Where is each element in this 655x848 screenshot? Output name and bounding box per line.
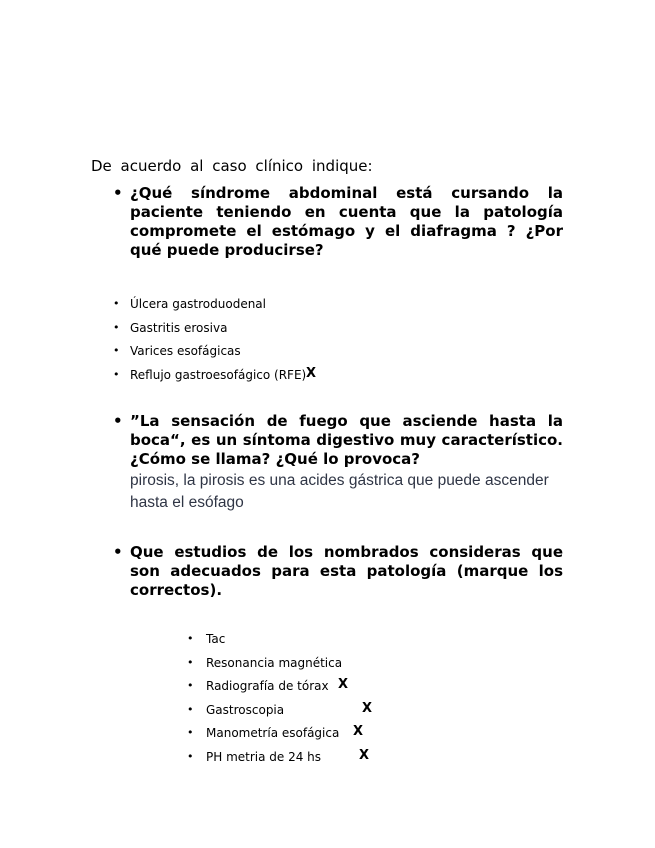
- option-label: Gastritis erosiva: [130, 320, 228, 335]
- option-label: Resonancia magnética: [206, 655, 343, 670]
- option-label: Tac: [206, 632, 226, 646]
- option-label: Úlcera gastroduodenal: [130, 297, 266, 311]
- bullet-icon: •: [113, 543, 123, 561]
- bullet-icon: •: [113, 297, 120, 310]
- question-1-text: ¿Qué síndrome abdominal está cursando la paciente teniendo en cuenta que la patología compromete el estómago y el diafragma ? ¿Por qué puede producirse?: [130, 184, 563, 259]
- answer-text: pirosis, la pirosis es una acides gástrica que puede ascender hasta el esófago: [130, 472, 549, 511]
- bullet-icon: •: [113, 367, 120, 381]
- option-label: Varices esofágicas: [130, 344, 241, 358]
- option-label: PH metria de 24 hs: [206, 749, 322, 764]
- bullet-icon: •: [187, 679, 194, 692]
- bullet-icon: •: [187, 726, 194, 739]
- option-label: Gastroscopia: [206, 702, 285, 717]
- check-mark: X: [306, 365, 317, 381]
- bullet-icon: •: [113, 344, 120, 357]
- option-label: Reflujo gastroesofágico (RFE): [130, 367, 307, 382]
- check-mark: X: [353, 724, 364, 739]
- bullet-icon: •: [187, 749, 194, 763]
- check-mark: X: [362, 700, 373, 716]
- bullet-icon: •: [113, 184, 123, 202]
- question-2: [113, 412, 563, 514]
- check-mark: X: [359, 747, 370, 763]
- bullet-icon: •: [187, 702, 194, 716]
- option-label: Manometría esofágica: [206, 726, 340, 740]
- intro-text: De acuerdo al caso clínico indique:: [91, 157, 373, 175]
- check-mark: X: [338, 677, 349, 692]
- option-label: Radiografía de tórax: [206, 679, 329, 693]
- question-3: [113, 543, 563, 600]
- bullet-icon: •: [113, 320, 120, 334]
- bullet-icon: •: [187, 655, 194, 669]
- question-1: [113, 184, 563, 260]
- bullet-icon: •: [113, 412, 123, 430]
- bullet-icon: •: [187, 632, 194, 645]
- question-2-text: ”La sensación de fuego que asciende hasta la boca“, es un síntoma digestivo muy característico. ¿Cómo se llama? ¿Qué lo provoca?: [130, 412, 563, 468]
- question-3-text: Que estudios de los nombrados consideras que son adecuados para esta patología (marque los correctos).: [130, 543, 563, 599]
